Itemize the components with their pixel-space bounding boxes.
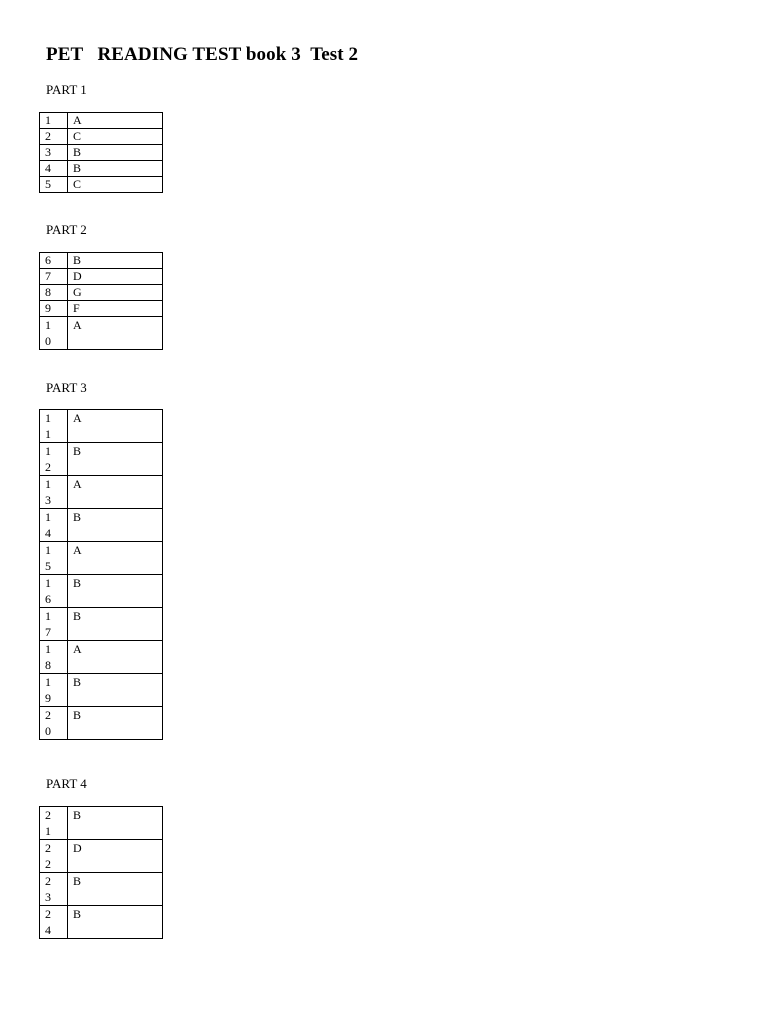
part-1-heading: PART 1 bbox=[46, 82, 87, 97]
part-1-answer-table bbox=[39, 112, 163, 193]
table-row bbox=[40, 285, 163, 301]
table-row bbox=[40, 542, 163, 575]
question-number: 2 3 bbox=[40, 873, 68, 906]
question-number: 2 4 bbox=[40, 906, 68, 939]
table-row bbox=[40, 873, 163, 906]
answer-letter: B bbox=[68, 253, 163, 269]
question-number: 1 9 bbox=[40, 674, 68, 707]
table-row bbox=[40, 253, 163, 269]
table-row bbox=[40, 906, 163, 939]
question-number: 2 2 bbox=[40, 840, 68, 873]
answer-letter: B bbox=[68, 608, 163, 641]
question-number: 1 bbox=[40, 113, 68, 129]
table-row bbox=[40, 301, 163, 317]
answer-letter: B bbox=[68, 575, 163, 608]
answer-letter: A bbox=[68, 410, 163, 443]
answer-letter: A bbox=[68, 113, 163, 129]
answer-letter: A bbox=[68, 317, 163, 350]
table-row bbox=[40, 509, 163, 542]
question-number: 1 7 bbox=[40, 608, 68, 641]
part-4-answer-table bbox=[39, 806, 163, 939]
question-number: 9 bbox=[40, 301, 68, 317]
question-number: 1 4 bbox=[40, 509, 68, 542]
question-number: 1 0 bbox=[40, 317, 68, 350]
table-row bbox=[40, 410, 163, 443]
answer-letter: D bbox=[68, 840, 163, 873]
answer-letter: B bbox=[68, 161, 163, 177]
table-row bbox=[40, 641, 163, 674]
answer-letter: F bbox=[68, 301, 163, 317]
table-row bbox=[40, 674, 163, 707]
table-row bbox=[40, 608, 163, 641]
answer-letter: B bbox=[68, 509, 163, 542]
table-row bbox=[40, 443, 163, 476]
table-row bbox=[40, 161, 163, 177]
answer-letter: B bbox=[68, 443, 163, 476]
table-row bbox=[40, 317, 163, 350]
question-number: 7 bbox=[40, 269, 68, 285]
part-2-answer-table bbox=[39, 252, 163, 350]
document-title: PET READING TEST book 3 Test 2 bbox=[46, 44, 359, 65]
table-row bbox=[40, 129, 163, 145]
table-row bbox=[40, 113, 163, 129]
question-number: 8 bbox=[40, 285, 68, 301]
table-row bbox=[40, 177, 163, 193]
question-number: 6 bbox=[40, 253, 68, 269]
part-4-heading: PART 4 bbox=[46, 776, 87, 791]
answer-letter: B bbox=[68, 906, 163, 939]
question-number: 1 3 bbox=[40, 476, 68, 509]
question-number: 2 0 bbox=[40, 707, 68, 740]
answer-letter: B bbox=[68, 807, 163, 840]
table-row bbox=[40, 575, 163, 608]
table-row bbox=[40, 840, 163, 873]
question-number: 4 bbox=[40, 161, 68, 177]
part-3-heading: PART 3 bbox=[46, 380, 87, 395]
table-row bbox=[40, 707, 163, 740]
question-number: 1 5 bbox=[40, 542, 68, 575]
question-number: 2 bbox=[40, 129, 68, 145]
answer-letter: D bbox=[68, 269, 163, 285]
question-number: 5 bbox=[40, 177, 68, 193]
answer-letter: A bbox=[68, 641, 163, 674]
question-number: 1 2 bbox=[40, 443, 68, 476]
question-number: 2 1 bbox=[40, 807, 68, 840]
answer-letter: A bbox=[68, 476, 163, 509]
answer-letter: B bbox=[68, 873, 163, 906]
question-number: 1 8 bbox=[40, 641, 68, 674]
question-number: 3 bbox=[40, 145, 68, 161]
question-number: 1 6 bbox=[40, 575, 68, 608]
part-3-answer-table bbox=[39, 409, 163, 740]
answer-letter: B bbox=[68, 674, 163, 707]
part-2-heading: PART 2 bbox=[46, 222, 87, 237]
answer-letter: B bbox=[68, 145, 163, 161]
table-row bbox=[40, 145, 163, 161]
question-number: 1 1 bbox=[40, 410, 68, 443]
answer-letter: B bbox=[68, 707, 163, 740]
table-row bbox=[40, 269, 163, 285]
table-row bbox=[40, 476, 163, 509]
answer-letter: A bbox=[68, 542, 163, 575]
answer-letter: C bbox=[68, 129, 163, 145]
answer-letter: G bbox=[68, 285, 163, 301]
answer-letter: C bbox=[68, 177, 163, 193]
table-row bbox=[40, 807, 163, 840]
